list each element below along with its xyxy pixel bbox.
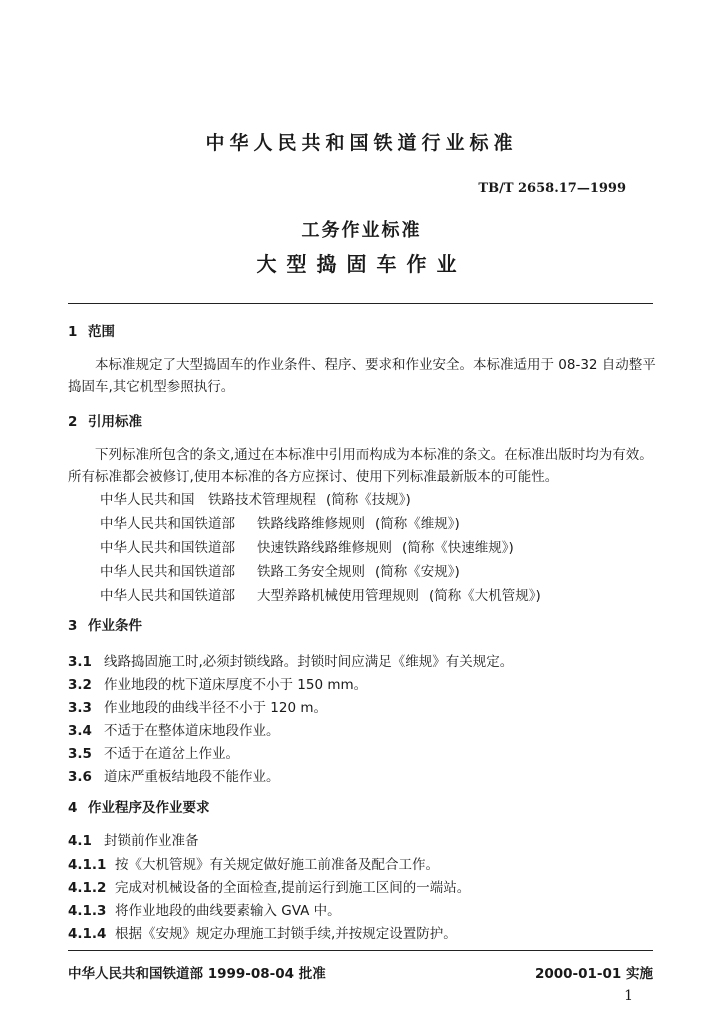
section-number: 3 xyxy=(68,618,78,634)
clause-number: 3.2 xyxy=(68,677,92,693)
reference-item xyxy=(100,584,541,604)
section-3-heading xyxy=(68,614,142,634)
top-rule xyxy=(68,303,653,304)
subsection-heading xyxy=(68,829,199,849)
clause-text: 完成对机械设备的全面检查,提前运行到施工区间的一端站。 xyxy=(115,880,471,896)
section-number: 1 xyxy=(68,324,78,340)
approval-line: 中华人民共和国铁道部 1999-08-04 批准 xyxy=(68,966,326,982)
condition-item xyxy=(68,650,513,670)
clause-number: 4.1.2 xyxy=(68,880,107,896)
standard-header: 中华人民共和国铁道行业标准 xyxy=(205,132,518,154)
procedure-item xyxy=(68,922,457,942)
procedure-item xyxy=(68,853,439,873)
section-2-heading xyxy=(68,410,142,430)
reference-org: 中华人民共和国铁道部 xyxy=(100,516,235,532)
reference-abbr: (简称《大机管规》) xyxy=(429,588,541,604)
clause-text: 按《大机管规》有关规定做好施工前准备及配合工作。 xyxy=(115,857,439,873)
reference-item xyxy=(100,536,514,556)
section-4-heading xyxy=(68,796,210,816)
reference-name: 大型养路机械使用管理规则 xyxy=(257,588,419,604)
clause-text: 不适于在整体道床地段作业。 xyxy=(104,723,280,739)
reference-item xyxy=(100,512,460,532)
clause-text: 不适于在道岔上作业。 xyxy=(104,746,239,762)
clause-number: 4.1.3 xyxy=(68,903,107,919)
reference-abbr: (简称《技规》) xyxy=(326,492,411,508)
standard-code: TB/T 2658.17—1999 xyxy=(478,181,626,196)
condition-item xyxy=(68,696,327,716)
clause-text: 作业地段的曲线半径不小于 120 m。 xyxy=(104,700,328,716)
clause-number: 3.5 xyxy=(68,746,92,762)
section-title: 作业条件 xyxy=(88,618,142,634)
clause-number: 4.1.4 xyxy=(68,926,107,942)
condition-item xyxy=(68,719,280,739)
reference-item xyxy=(100,488,411,508)
clause-text: 作业地段的枕下道床厚度不小于 150 mm。 xyxy=(104,677,368,693)
clause-text: 将作业地段的曲线要素输入 GVA 中。 xyxy=(115,903,341,919)
section-1-heading xyxy=(68,320,115,340)
section-title: 范围 xyxy=(88,324,115,340)
reference-abbr: (简称《快速维规》) xyxy=(402,540,514,556)
clause-number: 4.1 xyxy=(68,833,92,849)
clause-number: 3.6 xyxy=(68,769,92,785)
scope-paragraph: 本标准规定了大型捣固车的作业条件、程序、要求和作业安全。本标准适用于 08-32 自动整平捣固车,其它机型参照执行。 xyxy=(68,357,656,395)
document-title: 工务作业标准 xyxy=(301,220,422,241)
clause-number: 3.1 xyxy=(68,654,92,670)
reference-name: 快速铁路线路维修规则 xyxy=(257,540,392,556)
clause-text: 线路捣固施工时,必须封锁线路。封锁时间应满足《维规》有关规定。 xyxy=(104,654,514,670)
condition-item xyxy=(68,742,239,762)
reference-org: 中华人民共和国铁道部 xyxy=(100,588,235,604)
document-subtitle: 大型捣固车作业 xyxy=(256,252,467,276)
reference-org: 中华人民共和国铁道部 xyxy=(100,564,235,580)
section-number: 2 xyxy=(68,414,78,430)
reference-org: 中华人民共和国铁道部 xyxy=(100,540,235,556)
clause-text: 封锁前作业准备 xyxy=(104,833,199,849)
condition-item xyxy=(68,673,367,693)
reference-abbr: (简称《安规》) xyxy=(375,564,460,580)
reference-name: 铁路工务安全规则 xyxy=(257,564,365,580)
section-number: 4 xyxy=(68,800,78,816)
references-intro: 下列标准所包含的条文,通过在本标准中引用而构成为本标准的条文。在标准出版时均为有效。所有标准都会被修订,使用本标准的各方应探讨、使用下列标准最新版本的可能性。 xyxy=(68,447,653,485)
clause-text: 道床严重板结地段不能作业。 xyxy=(104,769,280,785)
clause-number: 4.1.1 xyxy=(68,857,107,873)
clause-number: 3.3 xyxy=(68,700,92,716)
section-title: 引用标准 xyxy=(88,414,142,430)
implementation-date: 2000-01-01 实施 xyxy=(534,966,653,982)
procedure-item xyxy=(68,899,341,919)
reference-item xyxy=(100,560,460,580)
procedure-item xyxy=(68,876,470,896)
condition-item xyxy=(68,765,280,785)
page-number: 1 xyxy=(624,988,633,1004)
reference-abbr: (简称《维规》) xyxy=(375,516,460,532)
bottom-rule xyxy=(68,950,653,951)
reference-name: 铁路线路维修规则 xyxy=(257,516,365,532)
reference-org: 中华人民共和国 xyxy=(100,492,195,508)
reference-name: 铁路技术管理规程 xyxy=(208,492,316,508)
clause-text: 根据《安规》规定办理施工封锁手续,并按规定设置防护。 xyxy=(115,926,457,942)
clause-number: 3.4 xyxy=(68,723,92,739)
section-title: 作业程序及作业要求 xyxy=(88,800,210,816)
